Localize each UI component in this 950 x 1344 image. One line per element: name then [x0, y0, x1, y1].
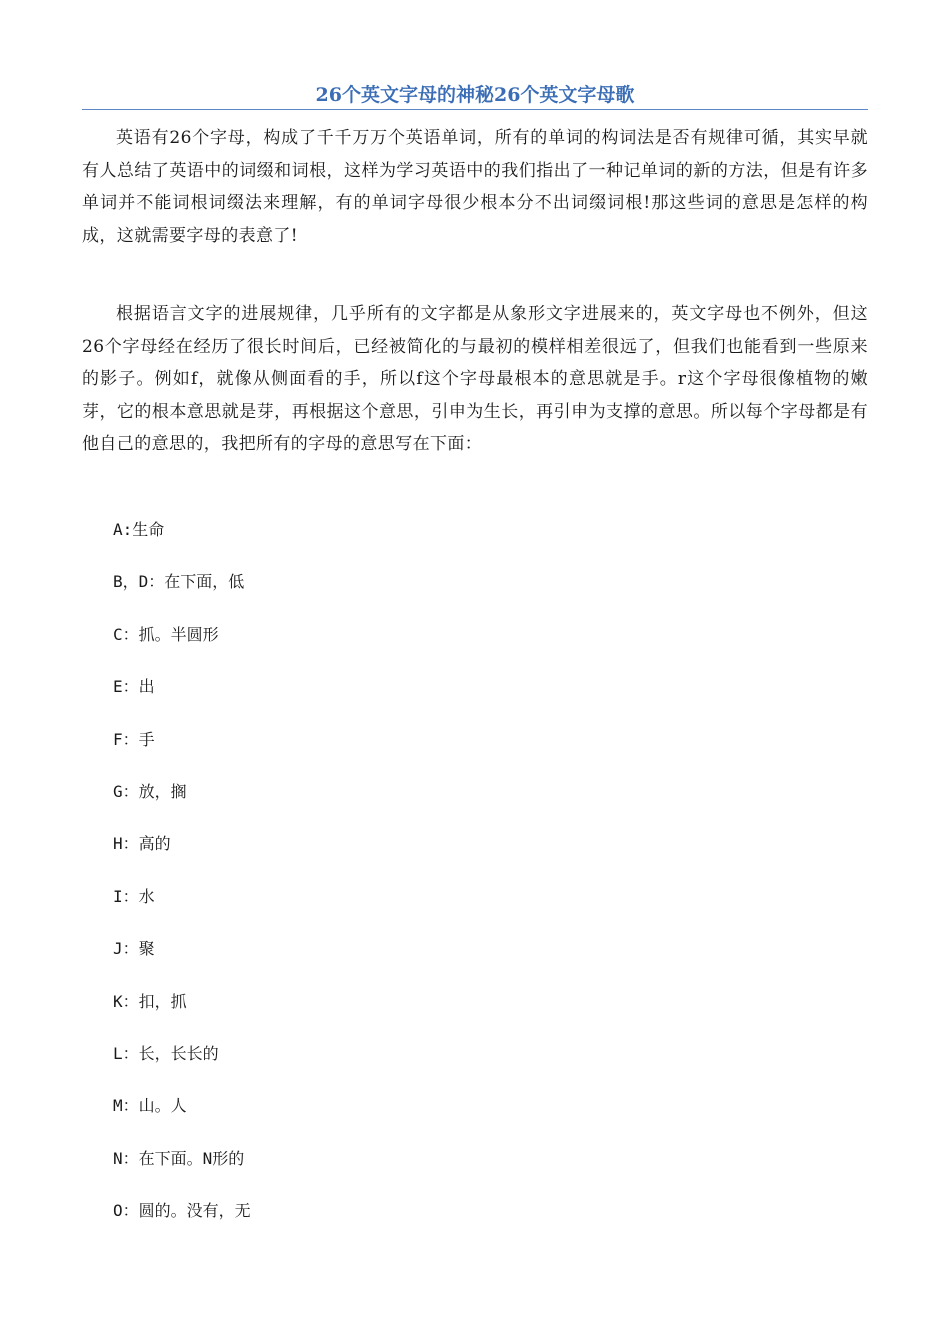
- letter-entry-o: O：圆的。没有，无: [113, 1201, 251, 1221]
- letter-entry-j: J：聚: [113, 939, 155, 959]
- letter-entry-a: A:生命: [113, 520, 165, 539]
- letter-entry-e: E：出: [113, 677, 155, 697]
- explanation-paragraph: 根据语言文字的进展规律，几乎所有的文字都是从象形文字进展来的，英文字母也不例外，但这26个字母经在经历了很长时间后，已经被简化的与最初的模样相差很远了，但我们也能看到一些原来的影子。例如f，就像从侧面看的手，所以f这个字母最根本的意思就是手。r这个字母很像植物的嫩芽，它的根本意思就是芽，再根据这个意思，引申为生长，再引申为支撑的意思。所以每个字母都是有他自己的意思的，我把所有的字母的意思写在下面：: [82, 304, 868, 454]
- letter-entry-n: N：在下面。N形的: [113, 1148, 245, 1168]
- letter-entry-h: H：高的: [113, 834, 171, 854]
- title-underline: [82, 109, 868, 110]
- letter-entry-l: L：长，长长的: [113, 1043, 219, 1063]
- letter-entry-c: C：抓。半圆形: [113, 624, 219, 644]
- document-title: 26个英文字母的神秘26个英文字母歌: [315, 84, 635, 106]
- letter-entry-i: I：水: [113, 886, 155, 906]
- letter-entry-b-d: B，D：在下面，低: [113, 572, 245, 592]
- letter-entry-g: G：放，搁: [113, 781, 187, 801]
- letter-entry-m: M：山。人: [113, 1096, 187, 1116]
- letter-meaning-list: [113, 514, 251, 1247]
- letter-entry-f: F：手: [113, 729, 155, 749]
- letter-entry-k: K：扣，抓: [113, 991, 187, 1011]
- intro-paragraph: 英语有26个字母，构成了千千万万个英语单词，所有的单词的构词法是否有规律可循，其实早就有人总结了英语中的词缀和词根，这样为学习英语中的我们指出了一种记单词的新的方法，但是有许多单词并不能词根词缀法来理解，有的单词字母很少根本分不出词缀词根!那这些词的意思是怎样的构成，这就需要字母的表意了!: [82, 128, 868, 246]
